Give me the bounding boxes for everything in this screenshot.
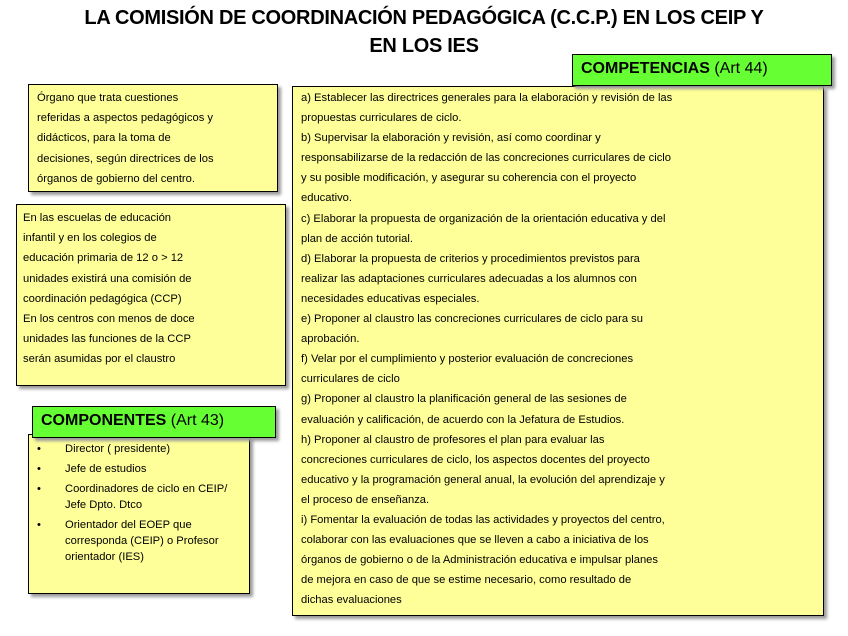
componentes-item (35, 517, 243, 565)
competencias-label (572, 54, 832, 86)
competencias-line: g) Proponer al claustro la planificación general de las sesiones de (301, 393, 627, 406)
organo-line: didácticos, para la toma de (37, 132, 171, 145)
componentes-item-text: Jefe de estudios (65, 463, 147, 475)
organo-definition-box (28, 84, 278, 192)
componentes-item-text: Coordinadores de ciclo en CEIP/ Jefe Dpto. Dtco (65, 483, 228, 511)
competencias-line: dichas evaluaciones (301, 594, 402, 607)
competencias-line: d) Elaborar la propuesta de criterios y procedimientos previstos para (301, 252, 640, 265)
competencias-line: b) Supervisar la elaboración y revisión, así como coordinar y (301, 132, 601, 145)
bullet-icon: • (37, 483, 41, 495)
componentes-item-text: Director ( presidente) (65, 443, 171, 455)
organo-line: órganos de gobierno del centro. (37, 172, 195, 185)
componentes-list (35, 441, 243, 565)
componentes-item (35, 441, 243, 457)
competencias-line: educativo y la programación general anual, la evolución del aprendizaje y (301, 473, 665, 486)
escuelas-line: infantil y en los colegios de (23, 232, 157, 245)
competencias-label-art: (Art 44) (709, 60, 768, 77)
competencias-line: responsabilizarse de la redacción de las concreciones curriculares de ciclo (301, 152, 671, 165)
escuelas-line: unidades las funciones de la CCP (23, 333, 191, 346)
escuelas-line: unidades existirá una comisión de (23, 272, 192, 285)
competencias-line: evaluación y calificación, de acuerdo con la Jefatura de Estudios. (301, 413, 625, 426)
escuelas-line: serán asumidas por el claustro (23, 353, 176, 366)
organo-line: referidas a aspectos pedagógicos y (37, 112, 214, 125)
competencias-line: curriculares de ciclo (301, 373, 400, 386)
componentes-label-bold: COMPONENTES (41, 412, 167, 429)
competencias-line: necesidades educativas especiales. (301, 292, 480, 305)
escuelas-line: En los centros con menos de doce (23, 313, 195, 326)
title-line-2: EN LOS IES (369, 35, 479, 57)
title-line-1: LA COMISIÓN DE COORDINACIÓN PEDAGÓGICA (C.C.P.) EN LOS CEIP Y (84, 7, 764, 29)
competencias-line: a) Establecer las directrices generales para la elaboración y revisión de las (301, 92, 673, 104)
competencias-line: órganos de gobierno o de la Administración educativa e impulsar planes (301, 554, 658, 567)
competencias-line: de mejora en caso de que se estime necesario, como resultado de (301, 574, 632, 587)
competencias-label-bold: COMPETENCIAS (581, 60, 710, 77)
bullet-icon: • (37, 463, 41, 475)
organo-line: decisiones, según directrices de los (37, 152, 214, 165)
competencias-line: concreciones curriculares de ciclo, los aspectos docentes del proyecto (301, 453, 650, 466)
componentes-item (35, 461, 243, 477)
competencias-box (292, 86, 824, 616)
competencias-line: colaborar con las evaluaciones que se lleven a cabo a iniciativa de los (301, 534, 649, 547)
competencias-line: f) Velar por el cumplimiento y posterior evaluación de concreciones (301, 353, 634, 366)
competencias-line: propuestas curriculares de ciclo. (301, 112, 462, 125)
competencias-line: y su posible modificación, y asegurar su coherencia con el proyecto (301, 172, 637, 185)
componentes-label (32, 406, 276, 438)
bullet-icon: • (37, 443, 41, 455)
escuelas-line: educación primaria de 12 o > 12 (23, 252, 184, 265)
componentes-item (35, 481, 243, 513)
competencias-line: realizar las adaptaciones curriculares adecuadas a los alumnos con (301, 272, 637, 285)
escuelas-line: coordinación pedagógica (CCP) (23, 292, 182, 305)
page-title (20, 4, 828, 60)
competencias-line: educativo. (301, 192, 352, 205)
competencias-line: e) Proponer al claustro las concreciones curriculares de ciclo para su (301, 313, 643, 326)
competencias-line: aprobación. (301, 333, 360, 346)
competencias-line: h) Proponer al claustro de profesores el plan para evaluar las (301, 433, 605, 446)
componentes-box (28, 434, 250, 594)
escuelas-info-box (16, 204, 286, 386)
competencias-line: plan de acción tutorial. (301, 232, 413, 245)
bullet-icon: • (37, 519, 41, 531)
competencias-line: c) Elaborar la propuesta de organización de la orientación educativa y del (301, 212, 666, 225)
componentes-item-text: Orientador del EOEP que corresponda (CEIP) o Profesor orientador (IES) (65, 519, 219, 563)
componentes-label-art: (Art 43) (166, 412, 225, 429)
escuelas-line: En las escuelas de educación (23, 212, 172, 224)
competencias-line: el proceso de enseñanza. (301, 493, 430, 506)
competencias-line: i) Fomentar la evaluación de todas las actividades y proyectos del centro, (301, 513, 665, 526)
organo-line: Órgano que trata cuestiones (37, 92, 179, 104)
